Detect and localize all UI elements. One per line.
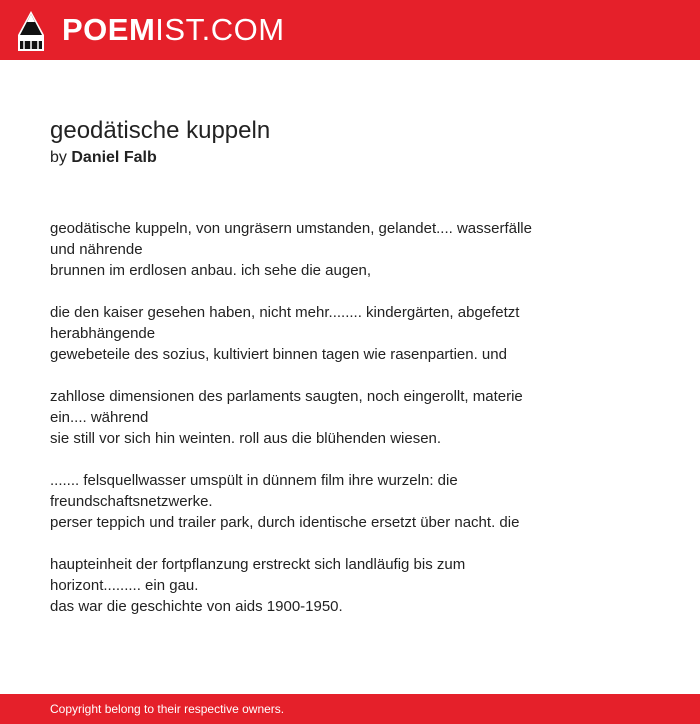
poem-body [50, 218, 570, 638]
poem-header [50, 116, 570, 169]
poem-line: zahllose dimensionen des parlaments saugten, noch eingerollt, materie [50, 388, 523, 405]
poem-line: haupteinheit der fortpflanzung erstreckt sich landläufig bis zum [50, 556, 466, 573]
logo-light-text: IST.COM [155, 12, 285, 47]
poem-line: ein.... während [50, 409, 149, 426]
poem-line: sie still vor sich hin weinten. roll aus die blühenden wiesen. [50, 430, 442, 447]
pencil-logo-icon[interactable] [16, 10, 46, 52]
poem-line: horizont......... ein gau. [50, 577, 199, 594]
stanza [50, 470, 570, 533]
poem-line: und nährende [50, 241, 143, 258]
stanza [50, 218, 570, 281]
by-label: by [50, 149, 67, 166]
poem-line: das war die geschichte von aids 1900-1950. [50, 598, 343, 615]
site-logo[interactable] [62, 12, 285, 48]
poem-line: brunnen im erdlosen anbau. ich sehe die augen, [50, 262, 372, 279]
copyright-text: Copyright belong to their respective owners. [50, 702, 285, 716]
poem-line: geodätische kuppeln, von ungräsern umstanden, gelandet.... wasserfälle [50, 220, 532, 237]
author-name[interactable]: Daniel Falb [71, 149, 157, 166]
poem-title: geodätische kuppeln [50, 117, 271, 144]
stanza [50, 302, 570, 365]
poem-line: ....... felsquellwasser umspült in dünnem film ihre wurzeln: die [50, 472, 458, 489]
poem-line: herabhängende [50, 325, 156, 342]
byline [50, 147, 570, 169]
logo-bold-text: POEM [62, 12, 156, 47]
poem-line: freundschaftsnetzwerke. [50, 493, 213, 510]
site-footer [0, 694, 700, 724]
site-header [0, 0, 700, 60]
stanza [50, 386, 570, 449]
poem-line: perser teppich und trailer park, durch identische ersetzt über nacht. die [50, 514, 520, 531]
stanza [50, 554, 570, 617]
poem-line: die den kaiser gesehen haben, nicht mehr........ kindergärten, abgefetzt [50, 304, 520, 321]
poem-line: gewebeteile des sozius, kultiviert binnen tagen wie rasenpartien. und [50, 346, 507, 363]
